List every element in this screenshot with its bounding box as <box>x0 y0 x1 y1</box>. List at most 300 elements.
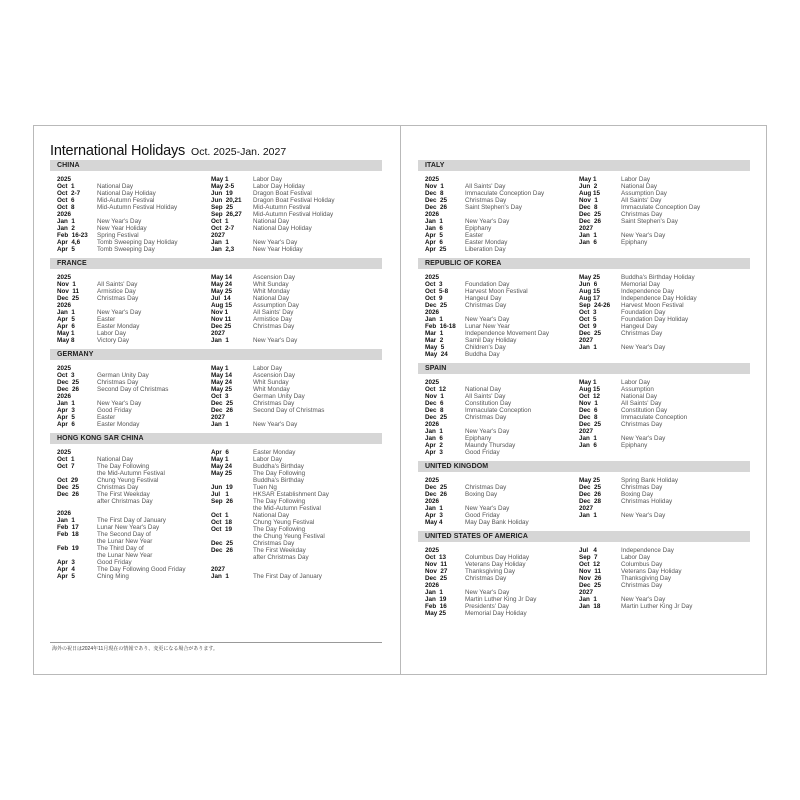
holiday-date: Dec 25 <box>579 211 602 218</box>
country-header: UNITED KINGDOM <box>418 461 750 472</box>
holiday-name: The Day Following <box>253 470 306 477</box>
holiday-name: New Year's Day <box>621 512 666 519</box>
right-page <box>418 160 750 622</box>
holiday-date: Dec 26 <box>425 491 448 498</box>
holiday-name: Constitution Day <box>465 400 512 407</box>
year-label <box>579 589 740 596</box>
holiday-row <box>579 183 740 190</box>
holiday-name: Christmas Day <box>621 421 663 428</box>
holiday-columns <box>50 171 382 256</box>
holiday-name: All Saints' Day <box>97 281 138 288</box>
holiday-name: Thanksgiving Day <box>621 575 672 582</box>
holiday-name: May Day Bank Holiday <box>465 519 529 526</box>
holiday-name: Easter Monday <box>97 421 140 428</box>
holiday-name: German Unity Day <box>97 372 149 379</box>
holiday-name: Assumption <box>621 386 654 393</box>
holiday-row <box>579 561 740 568</box>
holiday-name: Harvest Moon Festival <box>465 288 528 295</box>
holiday-name: National Day <box>465 386 502 393</box>
holiday-date: Nov 11 <box>425 561 448 568</box>
holiday-column-right <box>579 176 740 253</box>
holiday-date: Dec 25 <box>579 330 602 337</box>
holiday-date: Dec 25 <box>425 575 448 582</box>
holiday-row <box>57 470 211 477</box>
holiday-date: May 1 <box>579 176 597 183</box>
holiday-date: Oct 18 <box>211 519 232 526</box>
holiday-row <box>211 547 372 554</box>
holiday-row <box>57 545 211 552</box>
holiday-row <box>57 407 211 414</box>
holiday-row <box>57 421 211 428</box>
holiday-row <box>57 197 211 204</box>
year-text: 2026 <box>425 211 440 218</box>
holiday-date: Apr 6 <box>425 239 443 246</box>
holiday-date: Dec 25 <box>57 295 80 302</box>
holiday-row <box>425 519 579 526</box>
holiday-row <box>425 302 579 309</box>
holiday-name: Thanksgiving Day <box>465 568 516 575</box>
holiday-row <box>57 281 211 288</box>
holiday-name: New Year's Day <box>253 421 298 428</box>
holiday-name: Christmas Day <box>253 400 295 407</box>
holiday-name: after Christmas Day <box>253 554 309 561</box>
holiday-date: Oct 3 <box>425 281 443 288</box>
holiday-row <box>57 232 211 239</box>
holiday-name: Labor Day <box>253 456 283 463</box>
holiday-name: The First Day of January <box>97 517 166 524</box>
page-subtitle: Oct. 2025-Jan. 2027 <box>191 146 287 158</box>
holiday-row <box>425 449 579 456</box>
holiday-column-right <box>579 547 740 617</box>
year-label <box>579 428 740 435</box>
holiday-date: Nov 1 <box>425 183 444 190</box>
holiday-row <box>425 561 579 568</box>
holiday-row <box>57 484 211 491</box>
year-label <box>425 309 579 316</box>
holiday-date: Nov 1 <box>211 309 229 316</box>
holiday-name: Victory Day <box>97 337 130 344</box>
holiday-row <box>57 218 211 225</box>
holiday-date: Sep 7 <box>579 554 598 561</box>
holiday-row <box>579 295 740 302</box>
holiday-name: Good Friday <box>97 407 132 414</box>
footnote: 海外の祝日は2024年11月現在の情報であり、変更になる場合があります。 <box>52 646 218 652</box>
holiday-name: All Saints' Day <box>621 400 662 407</box>
holiday-date: Dec 25 <box>425 302 448 309</box>
holiday-name: Veterans Day Holiday <box>465 561 526 568</box>
country-header: UNITED STATES OF AMERICA <box>418 531 750 542</box>
title-row <box>50 143 382 160</box>
holiday-name: National Day Holiday <box>97 190 156 197</box>
holiday-row <box>57 573 211 580</box>
holiday-row <box>211 302 372 309</box>
holiday-date: Nov 1 <box>57 281 76 288</box>
holiday-name: Independence Movement Day <box>465 330 550 337</box>
holiday-row <box>211 316 372 323</box>
holiday-row <box>57 524 211 531</box>
holiday-row <box>425 190 579 197</box>
holiday-date: Oct 5-8 <box>425 288 449 295</box>
holiday-row <box>57 183 211 190</box>
holiday-date: Jan 1 <box>211 573 229 580</box>
holiday-name: Assumption Day <box>621 190 667 197</box>
holiday-row <box>579 232 740 239</box>
holiday-row <box>211 519 372 526</box>
holiday-row <box>579 239 740 246</box>
holiday-name: Labor Day Holiday <box>253 183 305 190</box>
holiday-row <box>211 484 372 491</box>
holiday-name: Spring Festival <box>97 232 139 239</box>
holiday-row <box>579 435 740 442</box>
section-republic-of-korea <box>418 258 750 361</box>
holiday-column-left <box>50 449 211 580</box>
holiday-name: Memorial Day Holiday <box>465 610 527 617</box>
holiday-row <box>211 225 372 232</box>
holiday-name: Labor Day <box>621 554 651 561</box>
holiday-name: Labor Day <box>621 176 651 183</box>
holiday-name: Tomb Sweeping Day <box>97 246 155 253</box>
holiday-row <box>425 204 579 211</box>
holiday-date: Jan 1 <box>425 505 443 512</box>
holiday-date: May 25 <box>425 610 447 617</box>
holiday-row <box>211 554 372 561</box>
holiday-date: Jan 1 <box>211 239 229 246</box>
holiday-row <box>211 491 372 498</box>
holiday-name: The Day Following Good Friday <box>97 566 186 573</box>
holiday-row <box>211 407 372 414</box>
holiday-row <box>211 400 372 407</box>
holiday-row <box>579 512 740 519</box>
holiday-date: Oct 3 <box>57 372 75 379</box>
holiday-row <box>57 316 211 323</box>
holiday-row <box>425 400 579 407</box>
holiday-date: Jan 6 <box>425 435 443 442</box>
holiday-row <box>579 582 740 589</box>
holiday-name: Buddha's Birthday <box>253 477 304 484</box>
holiday-date <box>57 552 97 559</box>
holiday-row <box>579 421 740 428</box>
holiday-date: Oct 2-7 <box>57 190 81 197</box>
holiday-name: Armistice Day <box>97 288 136 295</box>
year-text: 2025 <box>57 274 72 281</box>
holiday-date: Apr 4 <box>57 566 75 573</box>
holiday-date: Dec 26 <box>211 547 234 554</box>
holiday-date: Sep 25 <box>211 204 234 211</box>
holiday-row <box>57 246 211 253</box>
holiday-row <box>579 414 740 421</box>
holiday-date: Aug 15 <box>579 190 600 197</box>
holiday-name: National Day <box>97 183 134 190</box>
holiday-row <box>57 330 211 337</box>
holiday-name: Christmas Day <box>465 575 507 582</box>
holiday-name: Ascension Day <box>253 372 295 379</box>
holiday-date: Dec 8 <box>579 204 598 211</box>
holiday-name: Christmas Day <box>621 484 663 491</box>
holiday-date: Jan 1 <box>57 400 75 407</box>
holiday-row <box>57 477 211 484</box>
holiday-date: Dec 6 <box>579 407 598 414</box>
holiday-name: the Lunar New Year <box>97 552 153 559</box>
holiday-name: Saint Stephen's Day <box>621 218 678 225</box>
holiday-row <box>57 204 211 211</box>
year-label <box>425 176 579 183</box>
holiday-row <box>579 491 740 498</box>
holiday-row <box>579 302 740 309</box>
holiday-date: Apr 6 <box>57 421 75 428</box>
holiday-name: Constitution Day <box>621 407 668 414</box>
holiday-row <box>425 323 579 330</box>
year-text: 2026 <box>57 211 72 218</box>
year-label <box>211 330 372 337</box>
holiday-date: May 1 <box>579 379 597 386</box>
holiday-date: Nov 26 <box>579 575 602 582</box>
holiday-date: Dec 25 <box>579 582 602 589</box>
year-label <box>579 505 740 512</box>
holiday-columns <box>50 360 382 431</box>
holiday-row <box>211 176 372 183</box>
section-france <box>50 258 382 347</box>
page-title: International Holidays <box>50 143 186 159</box>
holiday-row <box>211 463 372 470</box>
holiday-name: The Third Day of <box>97 545 144 552</box>
holiday-column-right <box>211 365 372 428</box>
holiday-row <box>211 505 372 512</box>
holiday-row <box>425 484 579 491</box>
holiday-date: Dec 25 <box>57 484 80 491</box>
holiday-row <box>425 596 579 603</box>
year-label <box>211 414 372 421</box>
holiday-name: The Second Day of <box>97 531 151 538</box>
holiday-name: German Unity Day <box>253 393 305 400</box>
holiday-date: Nov 1 <box>425 393 444 400</box>
section-italy <box>418 160 750 256</box>
year-text: 2026 <box>425 309 440 316</box>
holiday-name: Epiphany <box>621 442 648 449</box>
holiday-date: Apr 5 <box>425 232 443 239</box>
holiday-columns <box>418 542 750 620</box>
holiday-date: Jan 6 <box>579 442 597 449</box>
holiday-date: Dec 25 <box>211 323 232 330</box>
holiday-date: Feb 16-18 <box>425 323 456 330</box>
holiday-row <box>579 176 740 183</box>
holiday-name: National Day <box>621 183 658 190</box>
holiday-date: Oct 6 <box>57 197 75 204</box>
holiday-name: New Year's Day <box>97 309 142 316</box>
holiday-row <box>211 526 372 533</box>
holiday-name: Independence Day <box>621 547 674 554</box>
holiday-row <box>211 183 372 190</box>
year-text: 2026 <box>57 510 72 517</box>
holiday-name: Lunar New Year <box>465 323 510 330</box>
holiday-date: Jan 1 <box>211 337 229 344</box>
holiday-name: Easter Monday <box>97 323 140 330</box>
holiday-date: Jun 20,21 <box>211 197 242 204</box>
holiday-date: Jan 1 <box>579 596 597 603</box>
holiday-date: Oct 12 <box>425 386 446 393</box>
holiday-date: Jan 1 <box>425 589 443 596</box>
holiday-name: Christmas Day <box>97 295 139 302</box>
holiday-row <box>57 288 211 295</box>
holiday-row <box>211 449 372 456</box>
holiday-column-right <box>579 274 740 358</box>
holiday-name: Liberation Day <box>465 246 506 253</box>
year-label <box>211 566 372 573</box>
holiday-date: Jun 2 <box>579 183 598 190</box>
holiday-row <box>211 309 372 316</box>
holiday-name: Whit Sunday <box>253 281 289 288</box>
holiday-date: Feb 18 <box>57 531 79 538</box>
holiday-row <box>425 575 579 582</box>
holiday-name: Tomb Sweeping Day Holiday <box>97 239 178 246</box>
holiday-name: National Day <box>97 456 134 463</box>
holiday-date: Jan 18 <box>579 603 601 610</box>
year-text: 2027 <box>579 505 594 512</box>
holiday-row <box>425 414 579 421</box>
holiday-date: Dec 28 <box>579 498 602 505</box>
holiday-name: New Year's Day <box>97 218 142 225</box>
holiday-row <box>211 393 372 400</box>
holiday-row <box>579 596 740 603</box>
holiday-row <box>57 566 211 573</box>
holiday-name: Immaculate Conception <box>465 407 532 414</box>
holiday-name: the Mid-Autumn Festival <box>253 505 321 512</box>
holiday-date: Jan 6 <box>425 225 443 232</box>
holiday-row <box>425 288 579 295</box>
holiday-name: Second Day of Christmas <box>97 386 169 393</box>
holiday-columns <box>50 444 382 583</box>
holiday-name: Whit Monday <box>253 288 290 295</box>
holiday-date: Feb 16-23 <box>57 232 88 239</box>
holiday-row <box>211 533 372 540</box>
holiday-date: Nov 11 <box>57 288 80 295</box>
holiday-name: Memorial Day <box>621 281 660 288</box>
holiday-row <box>425 505 579 512</box>
holiday-date: May 24 <box>211 379 233 386</box>
holiday-column-left <box>50 274 211 344</box>
holiday-date: Oct 9 <box>579 323 597 330</box>
holiday-columns <box>418 374 750 459</box>
year-label <box>57 365 211 372</box>
holiday-date: Oct 3 <box>579 309 597 316</box>
holiday-name: Christmas Day <box>465 414 507 421</box>
holiday-row <box>425 295 579 302</box>
holiday-date: Apr 5 <box>57 246 75 253</box>
holiday-date: Nov 11 <box>211 316 232 323</box>
holiday-row <box>57 400 211 407</box>
holiday-name: Labor Day <box>97 330 127 337</box>
holiday-date: Sep 24-26 <box>579 302 611 309</box>
holiday-row <box>579 477 740 484</box>
holiday-date: May 8 <box>57 337 75 344</box>
country-header: ITALY <box>418 160 750 171</box>
holiday-name: Christmas Day <box>253 540 295 547</box>
holiday-name: Foundation Day <box>465 281 510 288</box>
holiday-row <box>579 211 740 218</box>
holiday-name: New Year's Day <box>465 505 510 512</box>
holiday-date: Jan 1 <box>579 232 597 239</box>
holiday-row <box>579 407 740 414</box>
holiday-row <box>425 337 579 344</box>
holiday-name: Christmas Day <box>621 330 663 337</box>
holiday-name: Epiphany <box>621 239 648 246</box>
holiday-row <box>579 498 740 505</box>
year-label <box>425 547 579 554</box>
holiday-date: Jan 1 <box>57 517 75 524</box>
holiday-row <box>579 281 740 288</box>
holiday-date: Dec 8 <box>425 190 444 197</box>
holiday-name: Lunar New Year's Day <box>97 524 160 531</box>
holiday-row <box>57 456 211 463</box>
holiday-date: Nov 27 <box>425 568 448 575</box>
holiday-date: Apr 3 <box>425 512 443 519</box>
holiday-row <box>57 414 211 421</box>
holiday-name: Chung Yeung Festival <box>253 519 315 526</box>
holiday-date: May 4 <box>425 519 443 526</box>
holiday-name: Labor Day <box>253 176 283 183</box>
holiday-row <box>211 323 372 330</box>
holiday-row <box>211 218 372 225</box>
holiday-date: Apr 25 <box>425 246 447 253</box>
holiday-name: The First Day of January <box>253 573 322 580</box>
holiday-row <box>425 589 579 596</box>
holiday-name: New Year's Day <box>253 337 298 344</box>
holiday-name: Columbus Day <box>621 561 663 568</box>
holiday-row <box>579 575 740 582</box>
left-page <box>50 143 382 585</box>
holiday-column-right <box>211 274 372 344</box>
holiday-row <box>211 498 372 505</box>
holiday-date <box>57 498 97 505</box>
holiday-date: May 24 <box>211 463 233 470</box>
holiday-date: Dec 25 <box>425 197 448 204</box>
holiday-date: Dec 8 <box>425 407 444 414</box>
holiday-row <box>211 386 372 393</box>
holiday-date: May 24 <box>425 351 448 358</box>
holiday-column-left <box>50 176 211 253</box>
holiday-name: Whit Sunday <box>253 379 289 386</box>
holiday-name: National Day <box>253 218 290 225</box>
holiday-date: Nov 11 <box>579 568 602 575</box>
holiday-name: Martin Luther King Jr Day <box>621 603 693 610</box>
holiday-row <box>425 344 579 351</box>
holiday-row <box>425 386 579 393</box>
holiday-row <box>579 603 740 610</box>
holiday-date: Apr 3 <box>425 449 443 456</box>
holiday-date: Dec 6 <box>425 400 444 407</box>
holiday-row <box>211 421 372 428</box>
holiday-name: Good Friday <box>465 512 500 519</box>
holiday-row <box>57 559 211 566</box>
holiday-date: Apr 5 <box>57 414 75 421</box>
holiday-date: Mar 2 <box>425 337 444 344</box>
year-text: 2025 <box>425 274 440 281</box>
holiday-name: Ching Ming <box>97 573 129 580</box>
holiday-row <box>425 232 579 239</box>
holiday-column-right <box>579 379 740 456</box>
holiday-date: Dec 25 <box>579 484 602 491</box>
holiday-row <box>579 547 740 554</box>
holiday-row <box>57 498 211 505</box>
holiday-column-right <box>579 477 740 526</box>
holiday-name: Easter <box>465 232 484 239</box>
holiday-name: Boxing Day <box>621 491 654 498</box>
holiday-date: Oct 5 <box>579 316 597 323</box>
holiday-date: Sep 26,27 <box>211 211 242 218</box>
holiday-date: Jan 2 <box>57 225 75 232</box>
holiday-date: Oct 1 <box>211 218 229 225</box>
holiday-date: Apr 3 <box>57 559 75 566</box>
holiday-row <box>579 344 740 351</box>
